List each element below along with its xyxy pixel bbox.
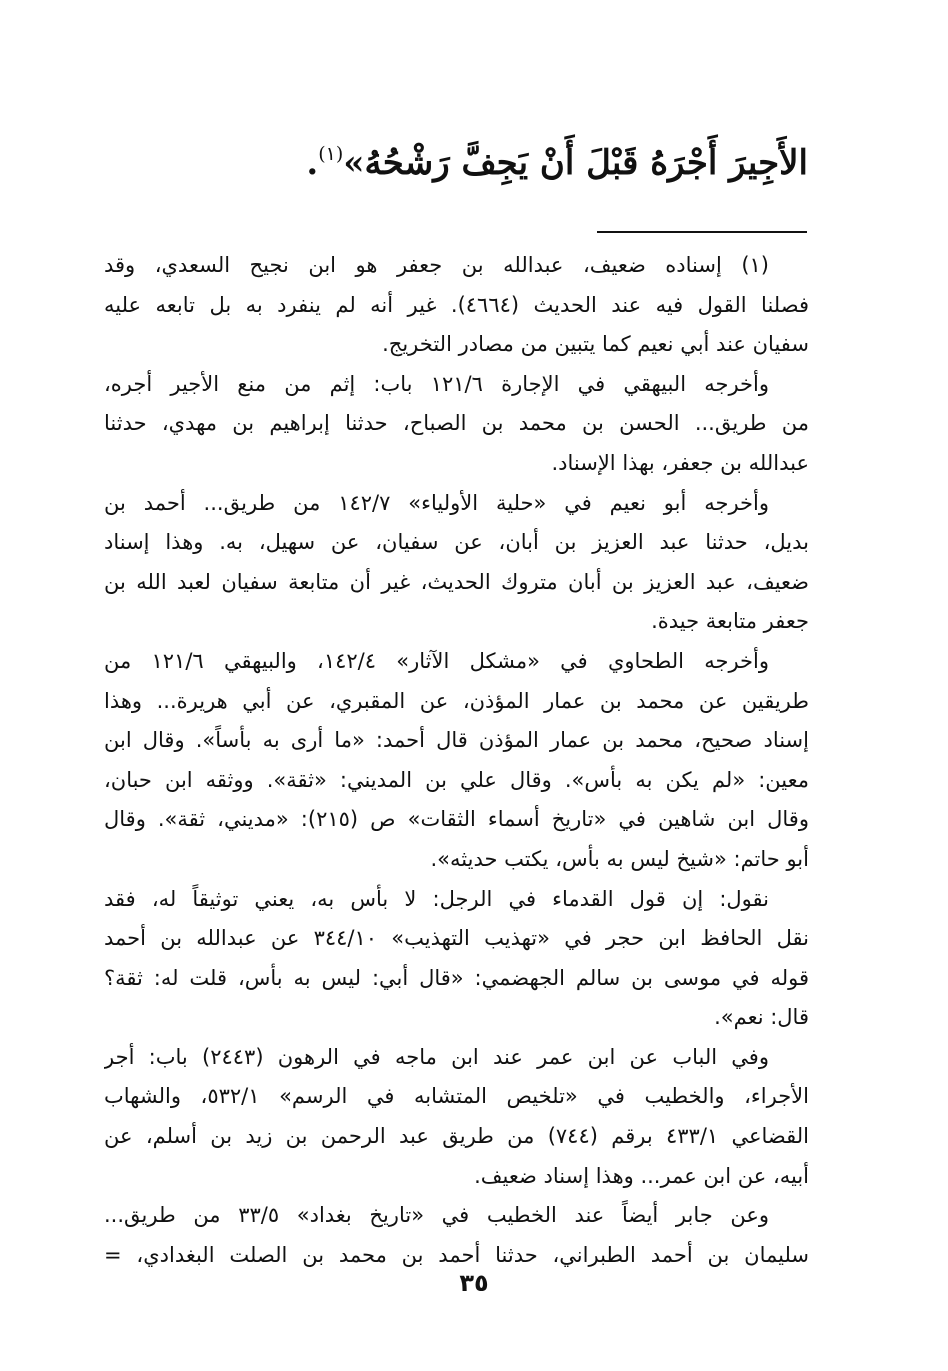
footnote-line: فصلنا القول فيه عند الحديث (٤٦٦٤). غير أنه لم ينفرد به بل تابعه عليه bbox=[104, 292, 809, 317]
footnote-line: وأخرجه الطحاوي في «مشكل الآثار» ١٤٢/٤، والبيهقي ١٢١/٦ من bbox=[104, 648, 769, 673]
footnote-line: جعفر متابعة جيدة. bbox=[651, 609, 809, 634]
main-text-line bbox=[108, 128, 808, 189]
footnote-line: إسناد صحيح، محمد بن عمار المؤذن قال أحمد: «ما أرى به بأساً». وقال ابن bbox=[104, 728, 809, 753]
footnote-line: وأخرجه أبو نعيم في «حلية الأولياء» ١٤٢/٧ من طريق... أحمد بن bbox=[104, 490, 769, 515]
footnote-line: من طريق... الحسن بن محمد بن الصباح، حدثنا إبراهيم بن مهدي، حدثنا bbox=[104, 411, 809, 436]
footnote-line: نقول: إن قول القدماء في الرجل: لا بأس به، يعني توثيقاً له، فقد bbox=[104, 886, 769, 911]
footnote-line: وقال ابن شاهين في «تاريخ أسماء الثقات» ص (٢١٥): «مديني، ثقة». وقال bbox=[104, 807, 809, 832]
footnote-line: نقل الحافظ ابن حجر في «تهذيب التهذيب» ٣٤٤/١٠ عن عبدالله بن أحمد bbox=[104, 926, 809, 951]
footnote-line: وعن جابر أيضاً عند الخطيب في «تاريخ بغداد» ٣٣/٥ من طريق... bbox=[104, 1203, 769, 1228]
footnote-line: سليمان بن أحمد الطبراني، حدثنا أحمد بن محمد بن الصلت البغدادي، = bbox=[104, 1242, 809, 1267]
footnotes-block bbox=[104, 246, 809, 1266]
footnote-line: عبدالله بن جعفر، بهذا الإسناد. bbox=[551, 450, 809, 475]
footnote-line: القضاعي ٤٣٣/١ برقم (٧٤٤) من طريق عبد الرحمن بن زيد بن أسلم، عن bbox=[104, 1124, 809, 1149]
footnote-line: أبو حاتم: «شيخ ليس به بأس، يكتب حديثه». bbox=[430, 846, 809, 871]
footnote-line: معين: «لم يكن به بأس». وقال علي بن المديني: «ثقة». ووثقه ابن حبان، bbox=[104, 767, 809, 792]
footnote-line: طريقين عن محمد بن عمار المؤذن، عن المقبري، عن أبي هريرة... وهذا bbox=[104, 688, 809, 713]
footnote-line: بديل، حدثنا عبد العزيز بن أبان، عن سفيان، عن سهيل، به. وهذا إسناد bbox=[104, 530, 809, 555]
footnote-line: الأجراء، والخطيب في «تلخيص المتشابه في الرسم» ٥٣٢/١، والشهاب bbox=[104, 1084, 809, 1109]
footnote-line: قوله في موسى بن سالم الجهضمي: «قال أبي: ليس به بأس، قلت له: ثقة؟ bbox=[104, 965, 809, 990]
footnote-reference: (١) bbox=[318, 143, 344, 165]
footnote-line: ضعيف، عبد العزيز بن أبان متروك الحديث، غير أن متابعة سفيان لعبد الله بن bbox=[104, 569, 809, 594]
footnote-line: (١) إسناده ضعيف، عبدالله بن جعفر هو ابن نجيح السعدي، وقد bbox=[104, 253, 769, 277]
footnote-line: أبيه، عن ابن عمر... وهذا إسناد ضعيف. bbox=[474, 1163, 809, 1188]
footnote-line: قال: نعم». bbox=[714, 1005, 809, 1030]
footnote-line: وفي الباب عن ابن عمر عند ابن ماجه في الرهون (٢٤٤٣) باب: أجر bbox=[104, 1044, 769, 1069]
main-text-end: . bbox=[306, 143, 319, 183]
footnote-line: وأخرجه البيهقي في الإجارة ١٢١/٦ باب: إثم من منع الأجير أجره، bbox=[104, 371, 769, 396]
footnote-separator bbox=[597, 231, 807, 233]
footnote-line: سفيان عند أبي نعيم كما يتبين من مصادر التخريج. bbox=[382, 332, 809, 357]
page-number: ٣٥ bbox=[459, 1269, 489, 1297]
main-text: الأَجِيرَ أَجْرَهُ قَبْلَ أَنْ يَجِفَّ رَشْحُهُ» bbox=[343, 143, 808, 183]
